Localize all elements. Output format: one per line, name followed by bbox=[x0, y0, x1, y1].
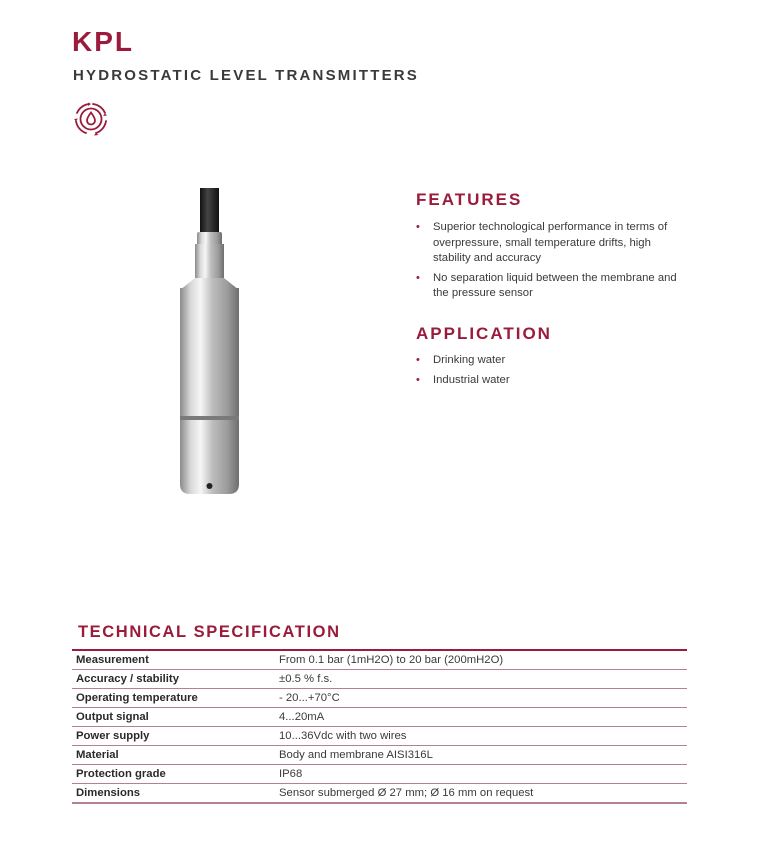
table-row bbox=[72, 765, 687, 784]
page-title: KPL bbox=[72, 26, 134, 57]
table-row bbox=[72, 689, 687, 708]
application-list bbox=[416, 353, 686, 392]
spec-label: Material bbox=[72, 746, 275, 765]
table-row bbox=[72, 746, 687, 765]
list-item bbox=[416, 220, 686, 267]
spec-value: - 20...+70°C bbox=[275, 689, 687, 708]
water-drop-cycle-icon bbox=[71, 99, 111, 139]
spec-label: Measurement bbox=[72, 650, 275, 670]
table-row bbox=[72, 784, 687, 804]
features-heading: FEATURES bbox=[416, 190, 523, 209]
spec-value: 10...36Vdc with two wires bbox=[275, 727, 687, 746]
list-item bbox=[416, 271, 686, 302]
spec-label: Power supply bbox=[72, 727, 275, 746]
spec-label: Output signal bbox=[72, 708, 275, 727]
feature-text: Superior technological performance in terms of overpressure, small temperature drifts, high stability and accuracy bbox=[433, 221, 668, 264]
application-text: Drinking water bbox=[433, 354, 506, 366]
pressure-transmitter-image bbox=[170, 188, 250, 508]
bullet-icon: • bbox=[416, 271, 420, 284]
spec-label: Dimensions bbox=[72, 784, 275, 804]
spec-value: IP68 bbox=[275, 765, 687, 784]
bullet-icon: • bbox=[416, 354, 420, 366]
application-text: Industrial water bbox=[433, 373, 510, 386]
spec-table bbox=[72, 649, 687, 804]
table-row bbox=[72, 708, 687, 727]
list-item bbox=[416, 353, 686, 369]
table-row bbox=[72, 650, 687, 670]
spec-heading: TECHNICAL SPECIFICATION bbox=[78, 623, 341, 641]
spec-value: Sensor submerged Ø 27 mm; Ø 16 mm on request bbox=[275, 784, 687, 804]
spec-label: Protection grade bbox=[72, 765, 275, 784]
spec-label: Operating temperature bbox=[72, 689, 275, 708]
spec-value: 4...20mA bbox=[275, 708, 687, 727]
application-heading: APPLICATION bbox=[416, 324, 552, 343]
spec-value: Body and membrane AISI316L bbox=[275, 746, 687, 765]
bullet-icon: • bbox=[416, 221, 420, 233]
feature-text: No separation liquid between the membrane and the pressure sensor bbox=[433, 271, 677, 299]
list-item bbox=[416, 373, 686, 389]
table-row bbox=[72, 670, 687, 689]
spec-label: Accuracy / stability bbox=[72, 670, 275, 689]
table-row bbox=[72, 727, 687, 746]
spec-value: From 0.1 bar (1mH2O) to 20 bar (200mH2O) bbox=[275, 650, 687, 670]
bullet-icon: • bbox=[416, 373, 420, 386]
spec-value: ±0.5 % f.s. bbox=[275, 670, 687, 689]
page-subtitle: HYDROSTATIC LEVEL TRANSMITTERS bbox=[73, 67, 420, 84]
features-list bbox=[416, 220, 686, 306]
